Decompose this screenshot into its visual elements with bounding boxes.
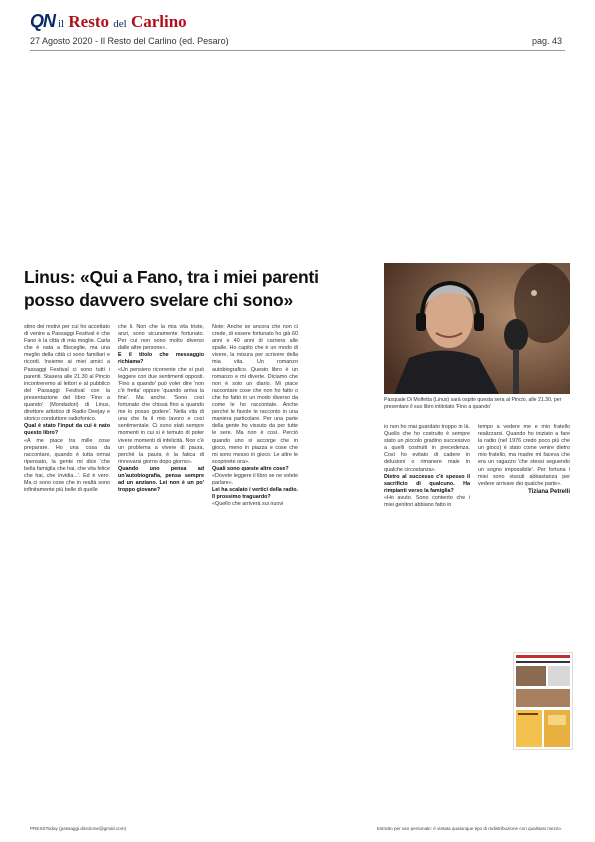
page-number: pag. 43: [531, 36, 562, 46]
question: Quando uno pensa ad un'autobiografia, pensa sempre ad un anziano. Lei non è un po' troppo giovane?: [118, 465, 204, 494]
page-thumbnail[interactable]: [513, 652, 573, 750]
article-column-3: Note: Anche se ancora che non ci crede, di essere fortunato ho già 60 anni e 40 anni di carriera alle spalle. Ho capito che è un modo di vivere, la misura per scrivere della mia vita. Un romanzo autobiografico. Questo libro è un romanzo e mi diverte. Diciamo che non è solo un diario. Mi piace raccontare cose che non ho fatto o che ho fatto in un modo diverso da come le ho raccontate. Anche perché le favole le racconto in una maniera particolare. Per una parte della gente ho vissuto da per tutte le sere. Ma non è così. Perciò quando uno si accorge che in gioco, meno in piazza e cose che mi sono messo in gioco. Le altre le scoprirete ora». Quali sono queste altre cose? «Dovete leggere il libro se ne volete parlare». Lei ha scalato i vertici della radio. Il prossimo traguardo? «Quello che arriverà sui nuovi: [212, 324, 298, 508]
article-column-6: tempo a vedere me e mio fratello realizzarsi. Quando ho iniziato a fare la radio (nel 1976 credo poco più che un gioco) è stato come venire dietro mio fratello, ma madre mi faceva che era un ragazzo 'che stessi seguendo un sogno impossibile'. Per fortuna i miei sono vissuti abbastanza per vedere arrivare dei qualche parte». Tiziana Petrelli: [478, 424, 570, 495]
edition-info: 27 Agosto 2020 - Il Resto del Carlino (ed. Pesaro): [30, 36, 229, 46]
question: Quali sono queste altre cose?: [212, 465, 289, 472]
footer-source: PRESSToday (passaggi.direzione@gmail.com): [30, 826, 127, 831]
photo-linus-microphone: [384, 263, 570, 394]
question: E il titolo che messaggio richiama?: [118, 352, 204, 366]
article-column-5: io non ho mai guardato troppo in là. Quello che ho costruito è sempre stato un piccolo gradino successivo a quelli costruiti in precedenza. Così ho evitato di cadere in delusioni o rimanere male in qualche circostanza». Dietro al successo c'è spesso il sacrificio di qualcuno. Ha rimpianti verso la famiglia? «Ho avuto. Sono contento che i miei genitori abbiano fatto in: [384, 424, 470, 509]
header-divider: [30, 50, 565, 51]
article-author: Tiziana Petrelli: [528, 488, 570, 495]
article-headline: Linus: «Qui a Fano, tra i miei parenti posso davvero svelare chi sono»: [24, 267, 319, 310]
article-column-2: che li. Non che la mia vita triste, anzi, sono sicuramente fortunato. Per cui non sono molto diverso dalle altre persone». E il titolo che messaggio richiama? «Un pensiero ricorrente che si può leggere con due sentimenti opposti. 'Fino a quando' può voler dire 'non c'è fretta' oppure 'quando arriva la fine'. Ma anche. 'Sono così fortunato che chissà fino a quando me lo posso godere'. Nella vita di una che fa il mio lavoro e così sentimentale. Ci sono stati sempre momenti in cui si è temuto di poter vivere momenti di infelicità. Non c'è un problema a vivere di paura, perché la paura è la fatica di rinnovarsi giorno dopo giorno». Quando uno pensa ad un'autobiografia, pensa sempre ad un anziano. Lei non è un po' troppo giovane?: [118, 324, 204, 494]
question: Dietro al successo c'è spesso il sacrificio di qualcuno. Ha rimpianti verso la famiglia?: [384, 473, 470, 494]
photo-caption: Pasquale Di Molfetta (Linus) sarà ospite questa sera al Pincio, alle 21.30, per presentare il suo libro intitolato 'Fino a quando': [384, 397, 562, 410]
thumbnail-preview: [514, 653, 572, 749]
footer-disclaimer: Estratto per uso personale: è vietata qualunque tipo di redistribuzione con qualsiasi mezzo.: [376, 826, 562, 831]
question: Qual è stato l'input da cui è nato questo libro?: [24, 423, 110, 437]
newspaper-logo: [30, 10, 187, 32]
article-column-1: stino dei motivi per cui ho accettato di venire a Passaggi Festival è che Fano è la città di mia moglie. Carla che è nata a Bisceglie, ma una meglio della città ci sono familiari e ricordi. Insieme ai miei amici a Passaggi Festival ci sono tutti i parenti. Stasera alle 21.30 al Pincio incontreremo al lettori e al pubblico del Passaggi Festival con la presentazione del libro 'Fino a quando' (Mondadori) di Linus, direttore artistico di Radio Deejay e storico conduttore radiofonico. Qual è stato l'input da cui è nato questo libro? «A me piace tra mille cose preparare. Ho una cosa da raccontare, quando è tutta ormai ripensato, la gente mi dice 'che bella famiglia che hai, che vita felice che hai, che invidia...'. Ed è vero. Ma ci sono cose che in realtà sono infinitamente più belle di quelle: [24, 324, 110, 494]
qn-logo: QN: [30, 11, 55, 31]
article-photo: [384, 263, 570, 394]
question: Lei ha scalato i vertici della radio. Il prossimo traguardo?: [212, 487, 298, 501]
brand-name: il Resto del Carlino: [58, 12, 187, 31]
